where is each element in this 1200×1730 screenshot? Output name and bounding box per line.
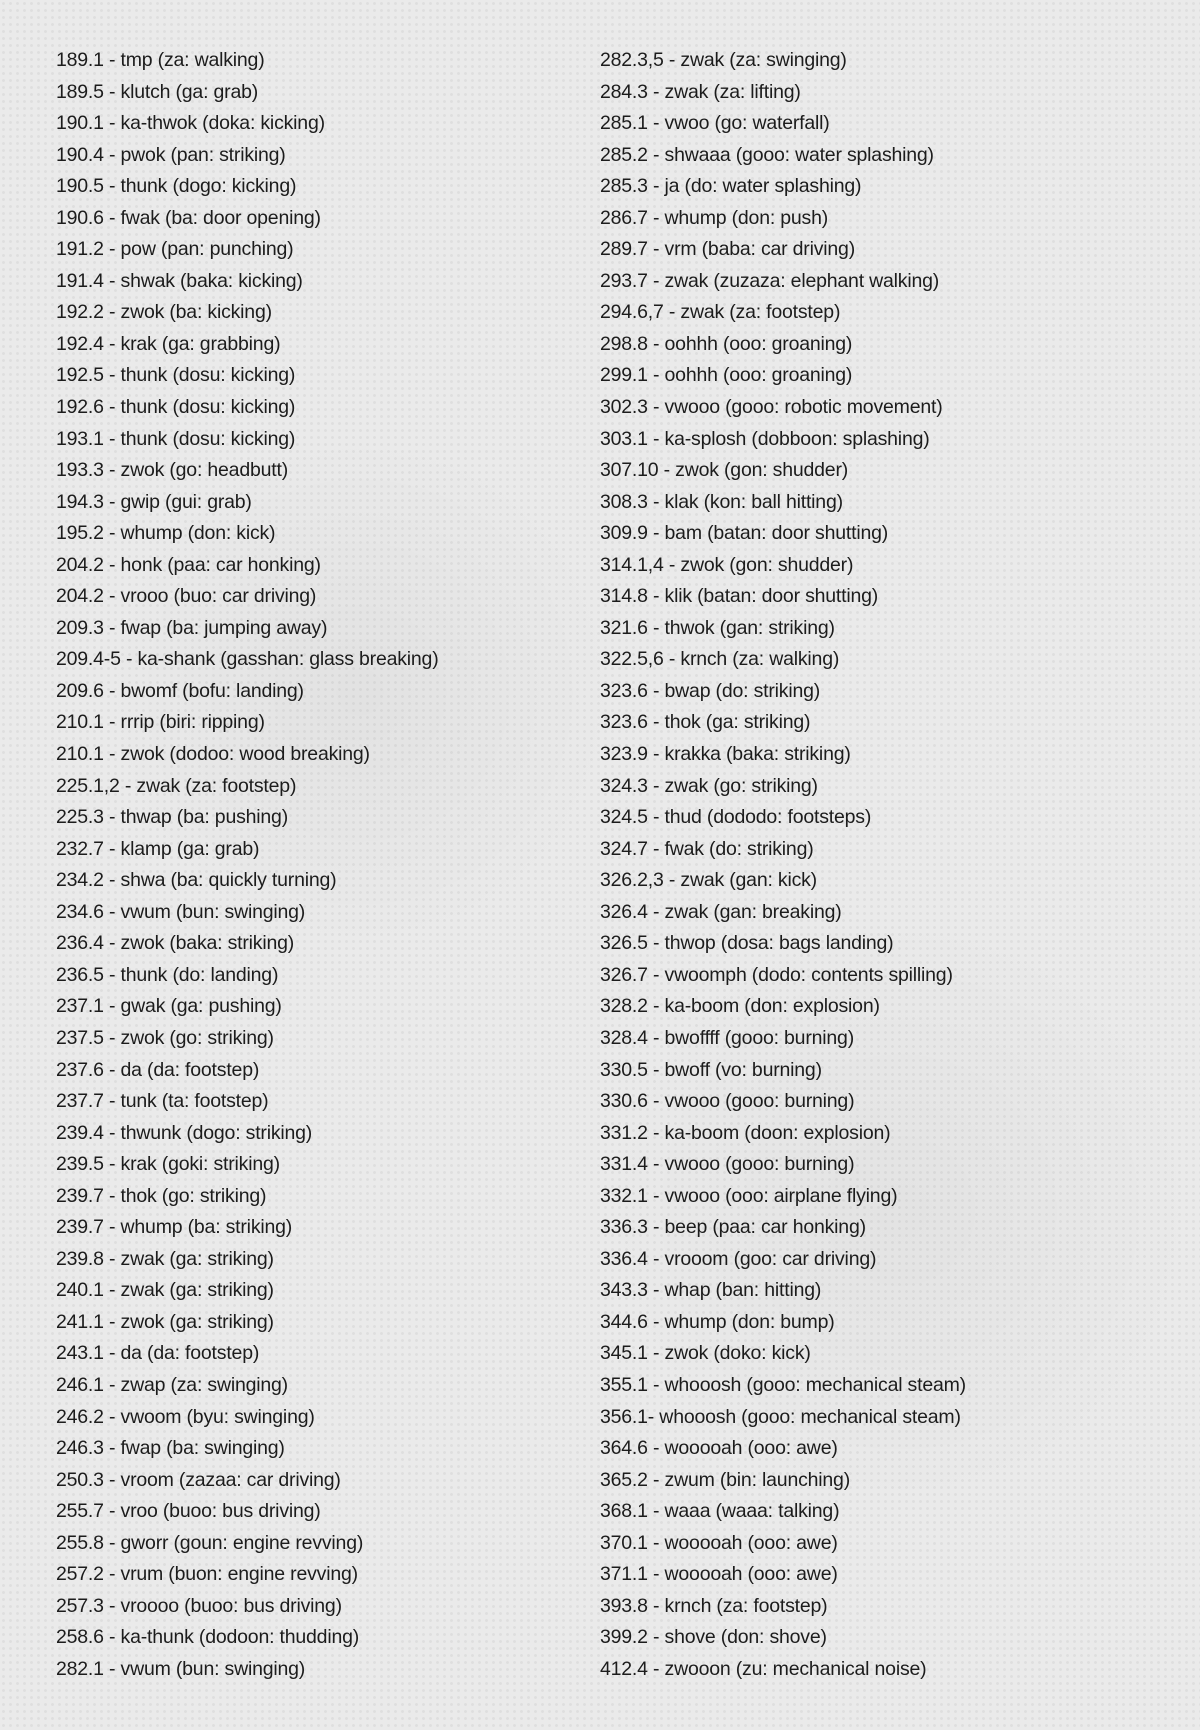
sound-effect-entry: 210.1 - zwok (dodoo: wood breaking) — [56, 743, 370, 766]
sound-effect-entry: 308.3 - klak (kon: ball hitting) — [600, 490, 843, 513]
sound-effect-entry: 328.2 - ka-boom (don: explosion) — [600, 995, 880, 1018]
sound-effect-entry: 240.1 - zwak (ga: striking) — [56, 1279, 274, 1302]
sound-effect-entry: 314.1,4 - zwok (gon: shudder) — [600, 553, 854, 576]
sound-effect-entry: 237.6 - da (da: footstep) — [56, 1058, 260, 1081]
sound-effect-entry: 192.5 - thunk (dosu: kicking) — [56, 364, 296, 387]
sound-effect-entry: 299.1 - oohhh (ooo: groaning) — [600, 364, 853, 387]
sound-effect-entry: 323.6 - bwap (do: striking) — [600, 679, 821, 702]
sound-effect-entry: 191.4 - shwak (baka: kicking) — [56, 269, 303, 292]
sound-effect-entry: 364.6 - wooooah (ooo: awe) — [600, 1437, 838, 1460]
sound-effect-entry: 236.4 - zwok (baka: striking) — [56, 932, 295, 955]
sound-effect-entry: 330.5 - bwoff (vo: burning) — [600, 1058, 822, 1081]
sound-effect-entry: 399.2 - shove (don: shove) — [600, 1626, 827, 1649]
sound-effect-entry: 225.1,2 - zwak (za: footstep) — [56, 774, 297, 797]
sound-effect-entry: 368.1 - waaa (waaa: talking) — [600, 1500, 840, 1523]
sound-effect-entry: 314.8 - klik (batan: door shutting) — [600, 585, 879, 608]
sound-effect-entry: 336.3 - beep (paa: car honking) — [600, 1216, 866, 1239]
sound-effect-entry: 194.3 - gwip (gui: grab) — [56, 490, 252, 513]
sound-effect-entry: 326.5 - thwop (dosa: bags landing) — [600, 932, 894, 955]
sound-effect-entry: 332.1 - vwooo (ooo: airplane flying) — [600, 1184, 898, 1207]
sound-effect-entry: 285.2 - shwaaa (gooo: water splashing) — [600, 143, 934, 166]
sound-effect-entry: 255.8 - gworr (goun: engine revving) — [56, 1531, 364, 1554]
sound-effect-entry: 192.2 - zwok (ba: kicking) — [56, 301, 272, 324]
right-column — [600, 45, 1160, 1685]
sound-effect-entry: 328.4 - bwoffff (gooo: burning) — [600, 1026, 854, 1049]
sound-effect-entry: 309.9 - bam (batan: door shutting) — [600, 522, 889, 545]
sound-effect-entry: 298.8 - oohhh (ooo: groaning) — [600, 332, 853, 355]
sound-effect-entry: 393.8 - krnch (za: footstep) — [600, 1594, 828, 1617]
sound-effect-entry: 331.2 - ka-boom (doon: explosion) — [600, 1121, 891, 1144]
sound-effect-entry: 193.1 - thunk (dosu: kicking) — [56, 427, 296, 450]
sound-effect-entry: 370.1 - wooooah (ooo: awe) — [600, 1531, 838, 1554]
sound-effect-entry: 326.7 - vwoomph (dodo: contents spilling) — [600, 963, 953, 986]
sound-effect-entry: 323.6 - thok (ga: striking) — [600, 711, 811, 734]
sound-effect-entry: 234.2 - shwa (ba: quickly turning) — [56, 869, 337, 892]
sound-effect-entry: 343.3 - whap (ban: hitting) — [600, 1279, 822, 1302]
sound-effect-entry: 371.1 - wooooah (ooo: awe) — [600, 1563, 838, 1586]
sound-effect-entry: 239.5 - krak (goki: striking) — [56, 1153, 280, 1176]
sound-effect-entry: 190.6 - fwak (ba: door opening) — [56, 206, 321, 229]
sound-effect-entry: 330.6 - vwooo (gooo: burning) — [600, 1090, 855, 1113]
sound-effect-entry: 189.1 - tmp (za: walking) — [56, 49, 265, 71]
sound-effect-entry: 225.3 - thwap (ba: pushing) — [56, 806, 288, 829]
sound-effect-entry: 189.5 - klutch (ga: grab) — [56, 80, 259, 103]
sound-effect-entry: 284.3 - zwak (za: lifting) — [600, 80, 801, 103]
sound-effect-entry: 239.7 - thok (go: striking) — [56, 1184, 267, 1207]
sound-effect-entry: 257.3 - vroooo (buoo: bus driving) — [56, 1594, 342, 1617]
sound-effect-entry: 241.1 - zwok (ga: striking) — [56, 1310, 274, 1333]
sound-effect-entry: 193.3 - zwok (go: headbutt) — [56, 459, 288, 482]
sound-effect-entry: 323.9 - krakka (baka: striking) — [600, 743, 851, 766]
sound-effect-entry: 246.3 - fwap (ba: swinging) — [56, 1437, 285, 1460]
sound-effect-entry: 190.1 - ka-thwok (doka: kicking) — [56, 112, 325, 135]
sound-effect-entry: 250.3 - vroom (zazaa: car driving) — [56, 1468, 341, 1491]
sound-effect-entry: 285.3 - ja (do: water splashing) — [600, 175, 862, 198]
sound-effect-entry: 237.5 - zwok (go: striking) — [56, 1026, 274, 1049]
sound-effect-entry: 234.6 - vwum (bun: swinging) — [56, 900, 306, 923]
sound-effect-entry: 237.1 - gwak (ga: pushing) — [56, 995, 282, 1018]
sound-effect-entry: 204.2 - honk (paa: car honking) — [56, 553, 321, 576]
sound-effect-entry: 232.7 - klamp (ga: grab) — [56, 837, 260, 860]
sound-effect-entry: 282.3,5 - zwak (za: swinging) — [600, 49, 847, 71]
sound-effect-entry: 257.2 - vrum (buon: engine revving) — [56, 1563, 358, 1586]
sound-effect-entry: 204.2 - vrooo (buo: car driving) — [56, 585, 317, 608]
sound-effect-entry: 302.3 - vwooo (gooo: robotic movement) — [600, 396, 943, 419]
sound-effect-entry: 321.6 - thwok (gan: striking) — [600, 616, 835, 639]
sound-effect-entry: 324.7 - fwak (do: striking) — [600, 837, 814, 860]
sound-effect-entry: 192.4 - krak (ga: grabbing) — [56, 332, 281, 355]
sound-effect-entry: 344.6 - whump (don: bump) — [600, 1310, 835, 1333]
left-column — [56, 45, 576, 1685]
sound-effect-entry: 239.8 - zwak (ga: striking) — [56, 1247, 274, 1270]
sound-effect-entry: 190.5 - thunk (dogo: kicking) — [56, 175, 297, 198]
sound-effect-entry: 286.7 - whump (don: push) — [600, 206, 829, 229]
sound-effect-entry: 322.5,6 - krnch (za: walking) — [600, 648, 840, 671]
sound-effect-entry: 282.1 - vwum (bun: swinging) — [56, 1657, 306, 1680]
sound-effect-entry: 255.7 - vroo (buoo: bus driving) — [56, 1500, 321, 1523]
sound-effect-entry: 293.7 - zwak (zuzaza: elephant walking) — [600, 269, 940, 292]
sound-effect-entry: 326.2,3 - zwak (gan: kick) — [600, 869, 817, 892]
sound-effect-entry: 195.2 - whump (don: kick) — [56, 522, 276, 545]
sound-effect-entry: 246.1 - zwap (za: swinging) — [56, 1373, 288, 1396]
sound-effect-entry: 239.4 - thwunk (dogo: striking) — [56, 1121, 313, 1144]
sound-effect-entry: 355.1 - whooosh (gooo: mechanical steam) — [600, 1373, 966, 1396]
sound-effect-entry: 356.1- whooosh (gooo: mechanical steam) — [600, 1405, 961, 1428]
sound-effect-entry: 209.6 - bwomf (bofu: landing) — [56, 679, 304, 702]
sound-effect-entry: 246.2 - vwoom (byu: swinging) — [56, 1405, 315, 1428]
sound-effect-entry: 192.6 - thunk (dosu: kicking) — [56, 396, 296, 419]
sound-effect-entry: 236.5 - thunk (do: landing) — [56, 963, 279, 986]
sound-effect-entry: 345.1 - zwok (doko: kick) — [600, 1342, 811, 1365]
sound-effect-entry: 209.3 - fwap (ba: jumping away) — [56, 616, 328, 639]
sound-effect-entry: 190.4 - pwok (pan: striking) — [56, 143, 286, 166]
sound-effect-entry: 336.4 - vrooom (goo: car driving) — [600, 1247, 877, 1270]
sound-effect-entry: 239.7 - whump (ba: striking) — [56, 1216, 293, 1239]
sound-effect-entry: 243.1 - da (da: footstep) — [56, 1342, 260, 1365]
sound-effect-entry: 324.3 - zwak (go: striking) — [600, 774, 818, 797]
sound-effect-entry: 285.1 - vwoo (go: waterfall) — [600, 112, 830, 135]
sound-effect-entry: 326.4 - zwak (gan: breaking) — [600, 900, 842, 923]
sound-effect-entry: 307.10 - zwok (gon: shudder) — [600, 459, 849, 482]
sound-effect-entry: 303.1 - ka-splosh (dobboon: splashing) — [600, 427, 930, 450]
sound-effect-entry: 412.4 - zwooon (zu: mechanical noise) — [600, 1657, 927, 1680]
sound-effect-entry: 209.4-5 - ka-shank (gasshan: glass breaking) — [56, 648, 439, 671]
sound-effect-entry: 365.2 - zwum (bin: launching) — [600, 1468, 850, 1491]
sound-effect-entry: 294.6,7 - zwak (za: footstep) — [600, 301, 841, 324]
sound-effect-entry: 258.6 - ka-thunk (dodoon: thudding) — [56, 1626, 360, 1649]
sound-effect-entry: 331.4 - vwooo (gooo: burning) — [600, 1153, 855, 1176]
sound-effect-entry: 324.5 - thud (dododo: footsteps) — [600, 806, 872, 829]
sound-effect-entry: 210.1 - rrrip (biri: ripping) — [56, 711, 265, 734]
sound-effect-entry: 191.2 - pow (pan: punching) — [56, 238, 294, 261]
sound-effect-entry: 237.7 - tunk (ta: footstep) — [56, 1090, 269, 1113]
sound-effect-entry: 289.7 - vrm (baba: car driving) — [600, 238, 855, 261]
